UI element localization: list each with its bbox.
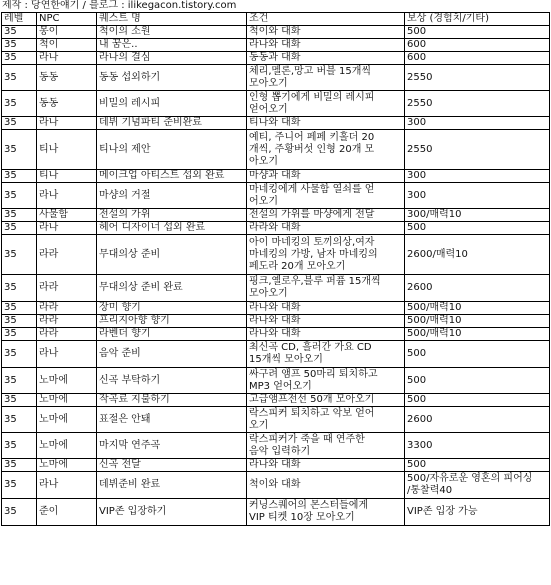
cell-quest-name: 표절은 안돼 [97,407,247,433]
cell-level: 35 [2,26,37,39]
cell-condition: 인형 뽑기에게 비밀의 레시피 얻어오기 [247,91,405,117]
cell-level: 35 [2,315,37,328]
cell-level: 35 [2,394,37,407]
cell-npc: 노마에 [37,433,97,459]
cell-condition: 라나와 대화 [247,315,405,328]
cell-condition: 락스피커 퇴치하고 악보 얻어 오기 [247,407,405,433]
cell-level: 35 [2,39,37,52]
cell-quest-name: 메이크업 아티스트 섭외 완료 [97,170,247,183]
table-row [2,130,550,170]
cell-level: 35 [2,52,37,65]
table-row [2,407,550,433]
cell-npc: 라라 [37,275,97,302]
cell-npc: 노마에 [37,459,97,472]
cell-reward: 500 [405,394,550,407]
cell-npc: 노마에 [37,368,97,394]
cell-level: 35 [2,433,37,459]
cell-npc: 척이 [37,39,97,52]
cell-reward: 600 [405,39,550,52]
quest-table [1,12,550,526]
cell-reward: 500 [405,459,550,472]
cell-level: 35 [2,302,37,315]
cell-npc: 사물함 [37,209,97,222]
cell-quest-name: 내 꿈은.. [97,39,247,52]
table-row [2,433,550,459]
cell-level: 35 [2,222,37,235]
cell-quest-name: 신곡 전달 [97,459,247,472]
table-row [2,170,550,183]
cell-level: 35 [2,368,37,394]
cell-condition: 척이와 대화 [247,472,405,499]
cell-reward: 300 [405,117,550,130]
cell-quest-name: 데뷔 기념파티 준비완료 [97,117,247,130]
cell-reward: 3300 [405,433,550,459]
cell-level: 35 [2,341,37,368]
table-row [2,394,550,407]
cell-level: 35 [2,65,37,91]
table-row [2,222,550,235]
cell-condition: 아이 마네킹의 토끼의상,여자 마네킹의 가방, 남자 마네킹의 페도라 20개 모아오기 [247,235,405,275]
cell-reward: 500 [405,368,550,394]
cell-npc: 몽이 [37,26,97,39]
cell-npc: 동동 [37,65,97,91]
cell-condition: 척이와 대화 [247,26,405,39]
cell-reward: 500/매력10 [405,315,550,328]
cell-npc: 라라 [37,328,97,341]
cell-level: 35 [2,209,37,222]
cell-level: 35 [2,235,37,275]
cell-level: 35 [2,170,37,183]
cell-quest-name: 비밀의 레시피 [97,91,247,117]
cell-level: 35 [2,459,37,472]
cell-reward: 300/매력10 [405,209,550,222]
cell-quest-name: 프리지아향 향기 [97,315,247,328]
cell-condition: 라나와 대화 [247,39,405,52]
cell-condition: 마네킹에게 사물함 열쇠를 얻 어오기 [247,183,405,209]
cell-condition: 핑크,옐로우,블루 퍼퓸 15개씩 모아오기 [247,275,405,302]
cell-npc: 라라 [37,315,97,328]
table-row [2,117,550,130]
header-reward: 보상 (경험치/기타) [405,13,550,26]
cell-level: 35 [2,328,37,341]
cell-npc: 라나 [37,183,97,209]
cell-reward: 500/매력10 [405,302,550,315]
table-row [2,65,550,91]
table-row [2,91,550,117]
cell-level: 35 [2,407,37,433]
cell-quest-name: 무대의상 준비 완료 [97,275,247,302]
header-row [2,13,550,26]
cell-npc: 티나 [37,170,97,183]
header-level: 레벨 [2,13,37,26]
header-npc: NPC [37,13,97,26]
cell-level: 35 [2,499,37,526]
cell-reward: 500 [405,341,550,368]
cell-npc: 라나 [37,472,97,499]
cell-condition: 마샹과 대화 [247,170,405,183]
cell-reward: 2600 [405,407,550,433]
table-row [2,472,550,499]
cell-reward: 2550 [405,130,550,170]
cell-condition: 고급앰프전선 50개 모아오기 [247,394,405,407]
cell-npc: 노마에 [37,407,97,433]
cell-reward: 2550 [405,65,550,91]
cell-condition: 전설의 가위를 마샹에게 전달 [247,209,405,222]
cell-condition: 최신곡 CD, 흘러간 가요 CD 15개씩 모아오기 [247,341,405,368]
table-row [2,209,550,222]
table-row [2,39,550,52]
cell-condition: 락스피커가 죽을 때 연주한 음악 입력하기 [247,433,405,459]
credit-line: 제작 : 당연한얘기 / 블로그 : ilikegacon.tistory.com [2,0,237,11]
table-row [2,499,550,526]
cell-condition: 라라와 대화 [247,222,405,235]
cell-level: 35 [2,117,37,130]
cell-level: 35 [2,472,37,499]
cell-quest-name: 데뷔준비 완료 [97,472,247,499]
cell-condition: 커닝스퀘어의 몬스터들에게 VIP 티켓 10장 모아오기 [247,499,405,526]
cell-quest-name: 신곡 부탁하기 [97,368,247,394]
table-row [2,368,550,394]
cell-level: 35 [2,91,37,117]
cell-npc: 라라 [37,302,97,315]
cell-reward: 2600 [405,275,550,302]
cell-condition: 라나와 대화 [247,328,405,341]
cell-npc: 라나 [37,341,97,368]
table-row [2,328,550,341]
cell-reward: 2600/매력10 [405,235,550,275]
cell-level: 35 [2,275,37,302]
cell-npc: 티나 [37,130,97,170]
cell-reward: VIP존 입장 가능 [405,499,550,526]
cell-condition: 라나와 대화 [247,302,405,315]
cell-reward: 300 [405,170,550,183]
cell-npc: 라나 [37,222,97,235]
cell-level: 35 [2,183,37,209]
cell-condition: 라나와 대화 [247,459,405,472]
cell-quest-name: 헤어 디자이너 섭외 완료 [97,222,247,235]
table-row [2,275,550,302]
cell-npc: 라나 [37,117,97,130]
cell-quest-name: 음악 준비 [97,341,247,368]
table-row [2,302,550,315]
cell-reward: 2550 [405,91,550,117]
cell-condition: 체리,멜론,망고 버블 15개씩 모아오기 [247,65,405,91]
cell-npc: 라라 [37,235,97,275]
cell-quest-name: 전설의 가위 [97,209,247,222]
cell-quest-name: 마샹의 거절 [97,183,247,209]
cell-npc: 라나 [37,52,97,65]
table-row [2,315,550,328]
cell-quest-name: 마지막 연주곡 [97,433,247,459]
cell-npc: 준이 [37,499,97,526]
cell-reward: 600 [405,52,550,65]
cell-quest-name: 티나의 제안 [97,130,247,170]
cell-quest-name: 라나의 결심 [97,52,247,65]
cell-condition: 티나와 대화 [247,117,405,130]
cell-condition: 예티, 주니어 페페 키홀더 20 개씩, 주황버섯 인형 20개 모 아오기 [247,130,405,170]
table-row [2,26,550,39]
cell-condition: 동동과 대화 [247,52,405,65]
cell-level: 35 [2,130,37,170]
cell-quest-name: 척이의 소원 [97,26,247,39]
cell-npc: 노마에 [37,394,97,407]
cell-condition: 싸구려 앰프 50마리 퇴치하고 MP3 얻어오기 [247,368,405,394]
cell-reward: 500 [405,222,550,235]
cell-reward: 300 [405,183,550,209]
table-row [2,341,550,368]
table-row [2,459,550,472]
cell-quest-name: 작곡료 지불하기 [97,394,247,407]
header-condition: 조건 [247,13,405,26]
cell-npc: 동동 [37,91,97,117]
cell-reward: 500/자유로운 영혼의 피어싱 /통찰력40 [405,472,550,499]
header-quest-name: 퀘스트 명 [97,13,247,26]
cell-reward: 500 [405,26,550,39]
cell-quest-name: 라벤더 향기 [97,328,247,341]
table-row [2,52,550,65]
cell-quest-name: 장미 향기 [97,302,247,315]
cell-quest-name: 동동 섭외하기 [97,65,247,91]
cell-reward: 500/매력10 [405,328,550,341]
cell-quest-name: VIP존 입장하기 [97,499,247,526]
cell-quest-name: 무대의상 준비 [97,235,247,275]
quest-table-body [2,26,550,526]
table-row [2,183,550,209]
table-row [2,235,550,275]
